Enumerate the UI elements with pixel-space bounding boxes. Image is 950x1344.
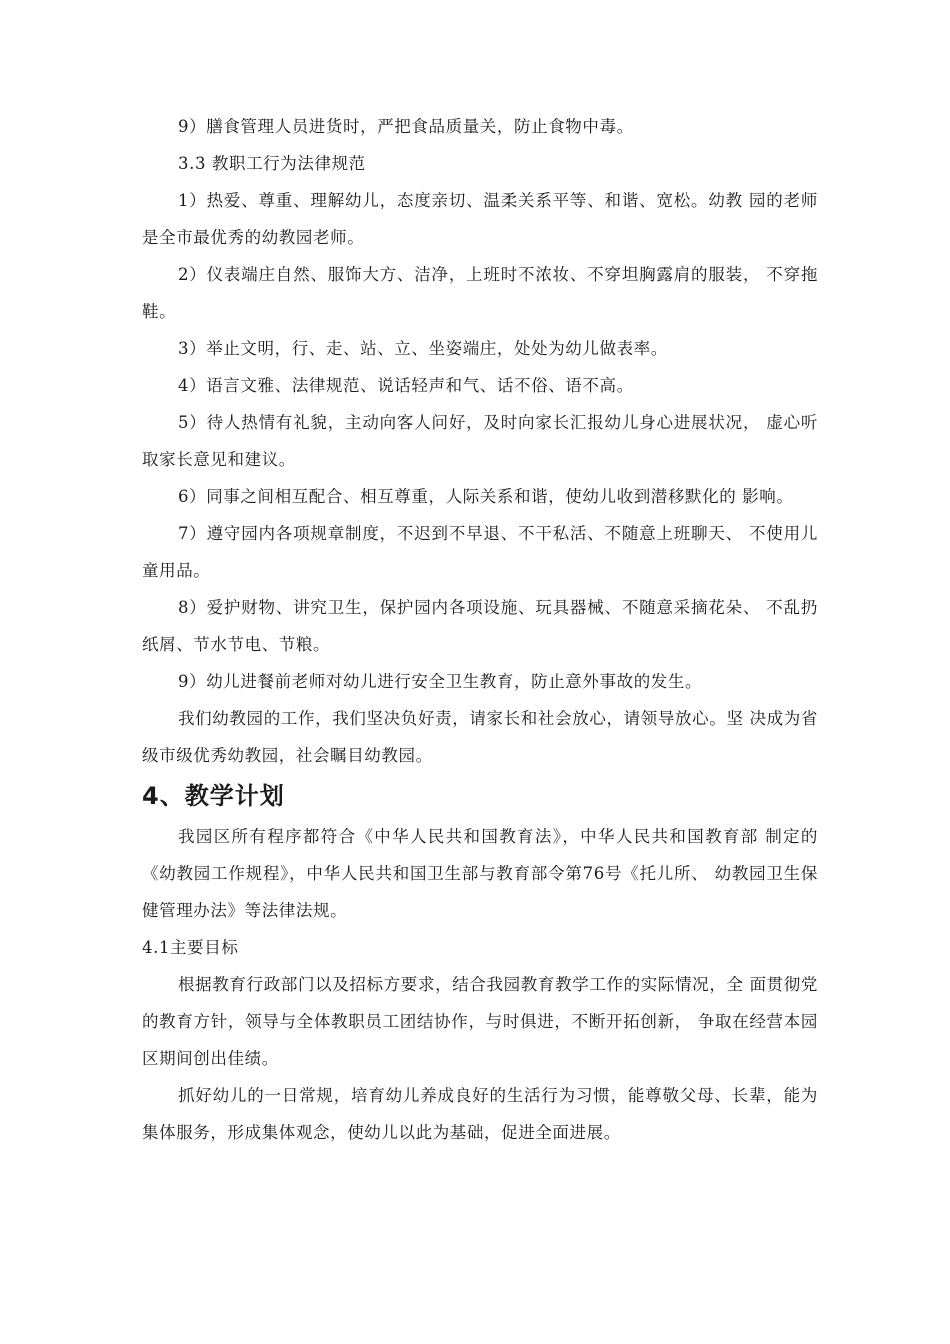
paragraph-goal: 根据教育行政部门以及招标方要求，结合我园教育教学工作的实际情况，全 面贯彻党的教育方针，领导与全体教职员工团结协作，与时俱进，不断开拓创新， 争取在经营本园区期间创出佳绩。 (142, 975, 818, 1068)
paragraph-commitment: 我们幼教园的工作，我们坚决负好责，请家长和社会放心，请领导放心。坚 决成为省级市级优秀幼教园，社会瞩目幼教园。 (142, 709, 818, 765)
paragraph-item-9-food: 9）膳食管理人员进货时，严把食品质量关，防止食物中毒。 (178, 117, 634, 136)
paragraph-rule-7: 7）遵守园内各项规章制度，不迟到不早退、不干私活、不随意上班聊天、 不使用儿童用品。 (142, 524, 818, 580)
paragraph-rule-1: 1）热爱、尊重、理解幼儿，态度亲切、温柔关系平等、和谐、宽松。幼教 园的老师是全市最优秀的幼教园老师。 (142, 191, 818, 247)
section-heading-4: 4、教学计划 (142, 782, 285, 810)
paragraph-rule-6: 6）同事之间相互配合、相互尊重，人际关系和谐，使幼儿收到潜移默化的 影响。 (178, 487, 794, 506)
paragraph-rule-4: 4）语言文雅、法律规范、说话轻声和气、话不俗、语不高。 (178, 376, 634, 395)
paragraph-rule-2: 2）仪表端庄自然、服饰大方、洁净，上班时不浓妆、不穿坦胸露肩的服装， 不穿拖鞋。 (142, 265, 818, 321)
paragraph-rule-9: 9）幼儿进餐前老师对幼儿进行安全卫生教育，防止意外事故的发生。 (178, 672, 703, 691)
section-heading-3-3: 3.3 教职工行为法律规范 (178, 154, 366, 173)
paragraph-rule-3: 3）举止文明，行、走、站、立、坐姿端庄，处处为幼儿做表率。 (178, 339, 668, 358)
paragraph-rule-8: 8）爱护财物、讲究卫生，保护园内各项设施、玩具器械、不随意采摘花朵、 不乱扔纸屑、节水节电、节粮。 (142, 598, 818, 654)
paragraph-legal-compliance: 我园区所有程序都符合《中华人民共和国教育法》，中华人民共和国教育部 制定的《幼教园工作规程》，中华人民共和国卫生部与教育部令第76号《托儿所、 幼教园卫生保健管理办法》等法律法规。 (142, 827, 818, 920)
document-body (142, 108, 818, 1151)
paragraph-daily-routine: 抓好幼儿的一日常规，培育幼儿养成良好的生活行为习惯，能尊敬父母、长辈，能为集体服务，形成集体观念，使幼儿以此为基础，促进全面进展。 (142, 1086, 818, 1142)
paragraph-rule-5: 5）待人热情有礼貌，主动向客人问好，及时向家长汇报幼儿身心进展状况， 虚心听取家长意见和建议。 (142, 413, 818, 469)
section-heading-4-1: 4.1主要目标 (142, 938, 239, 957)
